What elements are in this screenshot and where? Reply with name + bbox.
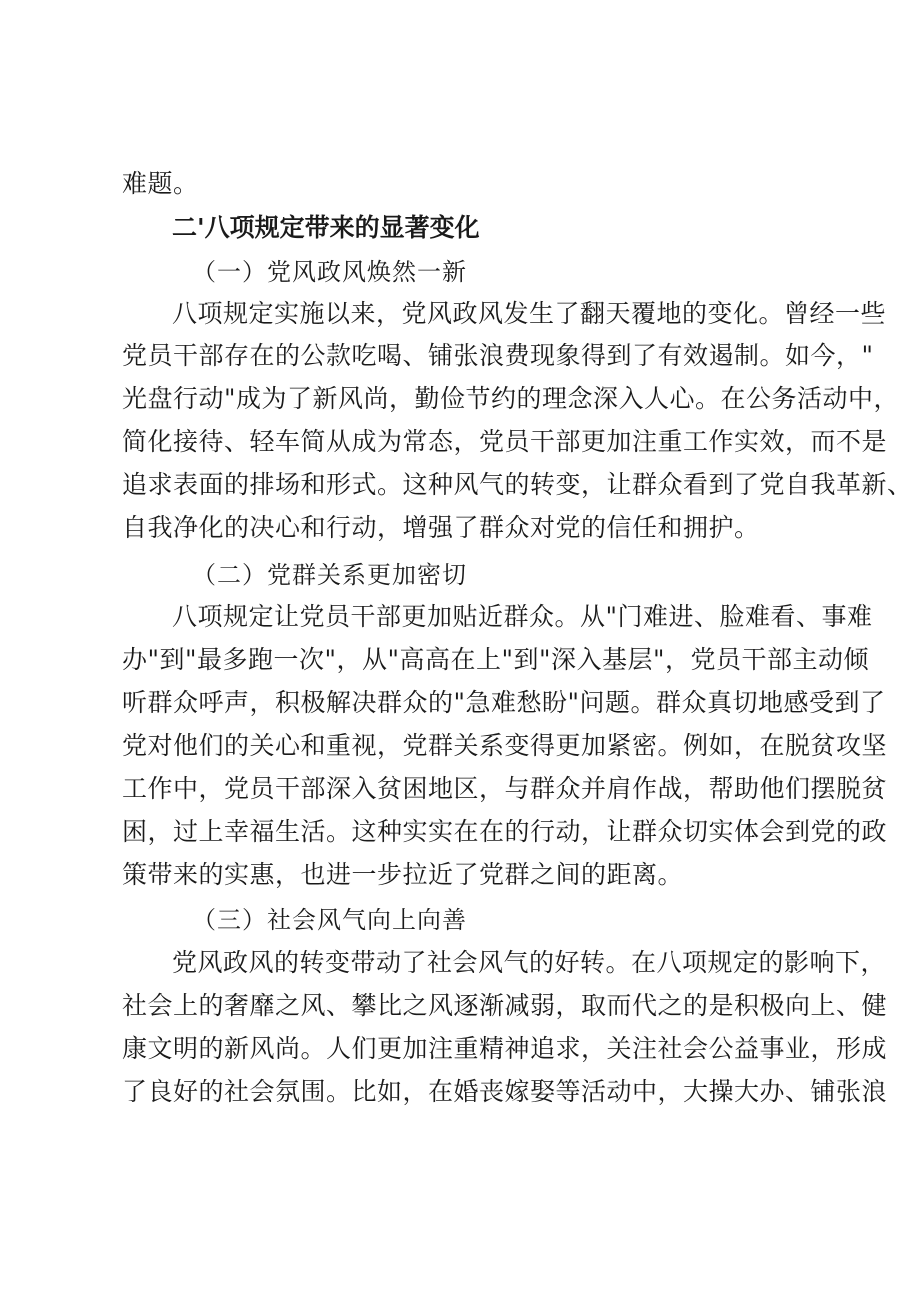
paragraph-1-line-1: 八项规定实施以来，党风政风发生了翻天覆地的变化。曾经一些 — [172, 299, 887, 328]
paragraph-2-line-6: 困，过上幸福生活。这种实实在在的行动，让群众切实体会到党的政 — [122, 817, 888, 846]
paragraph-3-line-1: 党风政风的转变带动了社会风气的好转。在八项规定的影响下， — [172, 948, 887, 977]
paragraph-line-continuation: 难题。 — [122, 169, 199, 198]
paragraph-2-line-5: 工作中，党员干部深入贫困地区，与群众并肩作战，帮助他们摆脱贫 — [122, 774, 888, 803]
paragraph-2-line-7: 策带来的实惠，也进一步拉近了党群之间的距离。 — [122, 860, 684, 889]
section-heading: 二'八项规定带来的显著变化 — [172, 213, 480, 242]
paragraph-2-line-1: 八项规定让党员干部更加贴近群众。从"门难进、脸难看、事难 — [172, 602, 873, 631]
paragraph-3-line-2: 社会上的奢靡之风、攀比之风逐渐减弱，取而代之的是积极向上、健 — [122, 991, 888, 1020]
paragraph-1-line-3: 光盘行动"成为了新风尚，勤俭节约的理念深入人心。在公务活动中， — [122, 384, 900, 413]
paragraph-3-line-3: 康文明的新风尚。人们更加注重精神追求，关注社会公益事业，形成 — [122, 1034, 888, 1063]
subsection-heading-1: （一）党风政风焕然一新 — [192, 258, 467, 286]
subsection-heading-3: （三）社会风气向上向善 — [192, 906, 467, 934]
paragraph-2-line-2: 办"到"最多跑一次"，从"高高在上"到"深入基层"，党员干部主动倾 — [122, 645, 869, 674]
paragraph-2-line-4: 党对他们的关心和重视，党群关系变得更加紧密。例如，在脱贫攻坚 — [122, 731, 888, 760]
paragraph-1-line-4: 简化接待、轻车简从成为常态，党员干部更加注重工作实效，而不是 — [122, 427, 888, 456]
paragraph-1-line-5: 追求表面的排场和形式。这种风气的转变，让群众看到了党自我革新、 — [122, 470, 913, 499]
paragraph-2-line-3: 听群众呼声，积极解决群众的"急难愁盼"问题。群众真切地感受到了 — [122, 688, 886, 717]
paragraph-1-line-6: 自我净化的决心和行动，增强了群众对党的信任和拥护。 — [122, 513, 760, 542]
subsection-heading-2: （二）党群关系更加密切 — [192, 561, 467, 589]
paragraph-1-line-2: 党员干部存在的公款吃喝、铺张浪费现象得到了有效遏制。如今，" — [122, 341, 874, 370]
paragraph-3-line-4: 了良好的社会氛围。比如，在婚丧嫁娶等活动中，大操大办、铺张浪 — [122, 1077, 888, 1106]
